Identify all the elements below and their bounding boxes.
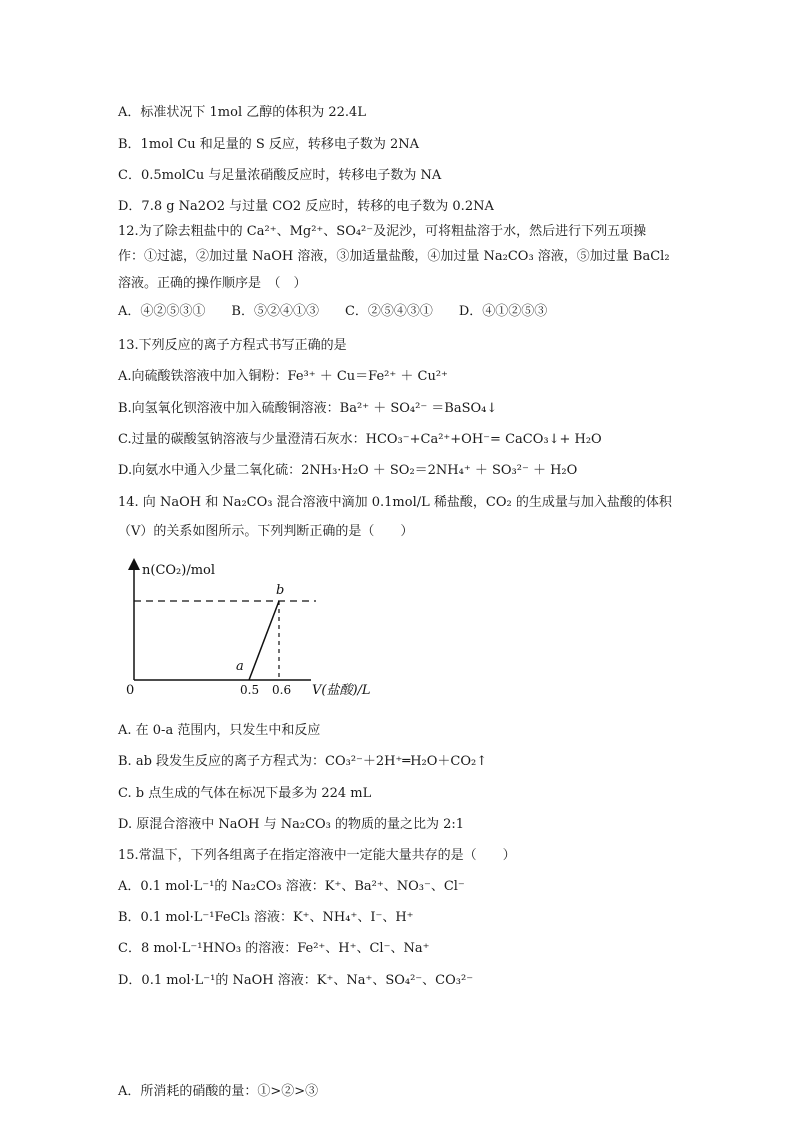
q15-option-d: D．0.1 mol·L⁻¹的 NaOH 溶液：K⁺、Na⁺、SO₄²⁻、CO₃²⁻	[118, 973, 474, 988]
q12-stem-line2: 作：①过滤，②加过量 NaOH 溶液，③加适量盐酸，④加过量 Na₂CO₃ 溶液，⑤加过量 BaCl₂	[118, 249, 670, 264]
q15-option-b: B．0.1 mol·L⁻¹FeCl₃ 溶液：K⁺、NH₄⁺、I⁻、H⁺	[118, 910, 414, 925]
q12-stem-line1: 12.为了除去粗盐中的 Ca²⁺、Mg²⁺、SO₄²⁻及泥沙，可将粗盐溶于水，然后进行下列五项操	[118, 224, 647, 239]
x-axis-label: V(盐酸)/L	[312, 683, 371, 698]
q15-option-c: C．8 mol·L⁻¹HNO₃ 的溶液：Fe²⁺、H⁺、Cl⁻、Na⁺	[118, 941, 430, 956]
ab-segment	[249, 601, 279, 680]
trailing-option-a: A．所消耗的硝酸的量：①>②>③	[118, 1084, 319, 1099]
q14-stem-line1: 14. 向 NaOH 和 Na₂CO₃ 混合溶液中滴加 0.1mol/L 稀盐酸，CO₂ 的生成量与加入盐酸的体积	[118, 495, 672, 510]
q13-option-c: C.过量的碳酸氢钠溶液与少量澄清石灰水：HCO₃⁻+Ca²⁺+OH⁻= CaCO₃↓+ H₂O	[118, 432, 602, 447]
q14-option-d: D. 原混合溶液中 NaOH 与 Na₂CO₃ 的物质的量之比为 2:1	[118, 817, 465, 832]
point-a-label: a	[236, 659, 244, 674]
q13-option-d: D.向氨水中通入少量二氧化硫：2NH₃·H₂O ＋ SO₂＝2NH₄⁺ ＋ SO₃²⁻ ＋ H₂O	[118, 463, 578, 478]
q13-stem: 13.下列反应的离子方程式书写正确的是	[118, 338, 347, 353]
q15-stem: 15.常温下，下列各组离子在指定溶液中一定能大量共存的是（ ）	[118, 848, 516, 863]
q12-stem-line3: 溶液。正确的操作顺序是 （ ）	[118, 276, 307, 291]
q12-options: A．④②⑤③① B．⑤②④①③ C．②⑤④③① D．④①②⑤③	[118, 304, 548, 319]
q11-option-d: D．7.8 g Na2O2 与过量 CO2 反应时，转移的电子数为 0.2NA	[118, 199, 494, 214]
q13-option-b: B.向氢氧化钡溶液中加入硫酸铜溶液：Ba²⁺ ＋ SO₄²⁻ ＝BaSO₄↓	[118, 401, 498, 416]
q11-option-c: C．0.5molCu 与足量浓硝酸反应时，转移电子数为 NA	[118, 168, 442, 183]
y-axis-label: n(CO₂)/mol	[142, 563, 216, 578]
point-b-label: b	[276, 583, 285, 598]
q15-option-a: A．0.1 mol·L⁻¹的 Na₂CO₃ 溶液：K⁺、Ba²⁺、NO₃⁻、Cl⁻	[118, 879, 465, 894]
q11-option-b: B．1mol Cu 和足量的 S 反应，转移电子数为 2NA	[118, 137, 420, 152]
x-tick-label-1: 0.6	[272, 683, 292, 697]
co2-volume-chart	[116, 556, 406, 706]
q11-option-a: A．标准状况下 1mol 乙醇的体积为 22.4L	[118, 105, 366, 120]
origin-label: 0	[126, 683, 135, 698]
x-tick-label-0: 0.5	[240, 683, 260, 697]
q14-option-c: C. b 点生成的气体在标况下最多为 224 mL	[118, 786, 372, 801]
q14-stem-line2: （V）的关系如图所示。下列判断正确的是（ ）	[118, 524, 414, 539]
q14-option-a: A. 在 0-a 范围内，只发生中和反应	[118, 723, 321, 738]
q13-option-a: A.向硫酸铁溶液中加入铜粉：Fe³⁺ ＋ Cu＝Fe²⁺ ＋ Cu²⁺	[118, 369, 448, 384]
q14-option-b: B. ab 段发生反应的离子方程式为：CO₃²⁻＋2H⁺═H₂O＋CO₂↑	[118, 754, 488, 769]
